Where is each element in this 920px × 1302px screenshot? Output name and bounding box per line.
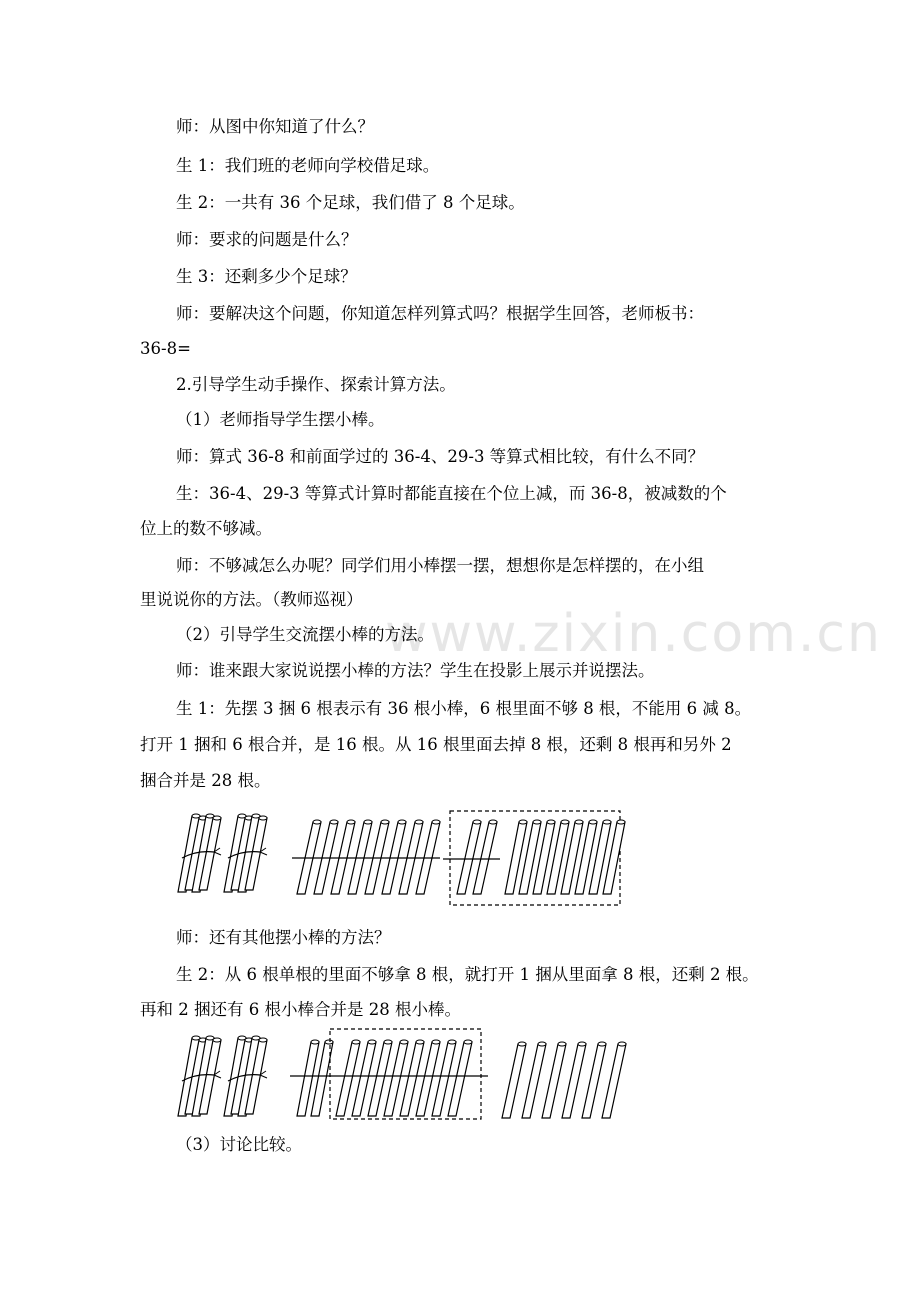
text-line: 2.引导学生动手操作、探索计算方法。 bbox=[176, 375, 456, 394]
stick bbox=[562, 1042, 586, 1118]
text-line: （2）引导学生交流摆小棒的方法。 bbox=[176, 625, 434, 644]
text-line: 生：36-4、29-3 等算式计算时都能直接在个位上减，而 36-8，被减数的个 bbox=[176, 484, 727, 503]
text-line: 36-8= bbox=[140, 339, 191, 358]
text-line: 师：从图中你知道了什么？ bbox=[176, 117, 374, 136]
stick bbox=[542, 1042, 566, 1118]
text-line: 师：不够减怎么办呢？同学们用小棒摆一摆，想想你是怎样摆的，在小组 bbox=[176, 556, 704, 575]
text-line: 师：算式 36-8 和前面学过的 36-4、29-3 等算式相比较，有什么不同？ bbox=[176, 447, 705, 466]
text-line: 师：谁来跟大家说说摆小棒的方法？学生在投影上展示并说摆法。 bbox=[176, 661, 655, 680]
text-line: 生 1：我们班的老师向学校借足球。 bbox=[176, 156, 440, 175]
text-line: 打开 1 捆和 6 根合并，是 16 根。从 16 根里面去掉 8 根，还剩 8 根再和另外 2 bbox=[140, 735, 732, 754]
text-line: 再和 2 捆还有 6 根小棒合并是 28 根小棒。 bbox=[140, 1000, 461, 1019]
text-line: 生 1：先摆 3 捆 6 根表示有 36 根小棒，6 根里面不够 8 根，不能用 6 减 8。 bbox=[176, 699, 752, 718]
stick bbox=[522, 1042, 546, 1118]
stick bbox=[582, 1042, 606, 1118]
text-line: 师：还有其他摆小棒的方法？ bbox=[176, 928, 391, 947]
text-line: 师：要求的问题是什么？ bbox=[176, 230, 358, 249]
text-line: 位上的数不够减。 bbox=[140, 519, 272, 538]
text-line: 里说说你的方法。（教师巡视） bbox=[140, 590, 363, 609]
stick bbox=[602, 1042, 626, 1118]
text-line: 师：要解决这个问题，你知道怎样列算式吗？根据学生回答，老师板书： bbox=[176, 304, 704, 323]
text-line: （3）讨论比较。 bbox=[176, 1135, 302, 1154]
text-line: （1）老师指导学生摆小棒。 bbox=[176, 410, 385, 429]
text-line: 生 3：还剩多少个足球？ bbox=[176, 267, 357, 286]
text-line: 生 2：一共有 36 个足球，我们借了 8 个足球。 bbox=[176, 193, 525, 212]
watermark: www.zixin.com.cn bbox=[385, 604, 882, 664]
stick bbox=[502, 1042, 526, 1118]
text-line: 生 2：从 6 根单根的里面不够拿 8 根，就打开 1 捆从里面拿 8 根，还剩 2 根。 bbox=[176, 965, 759, 984]
text-line: 捆合并是 28 根。 bbox=[140, 771, 271, 790]
